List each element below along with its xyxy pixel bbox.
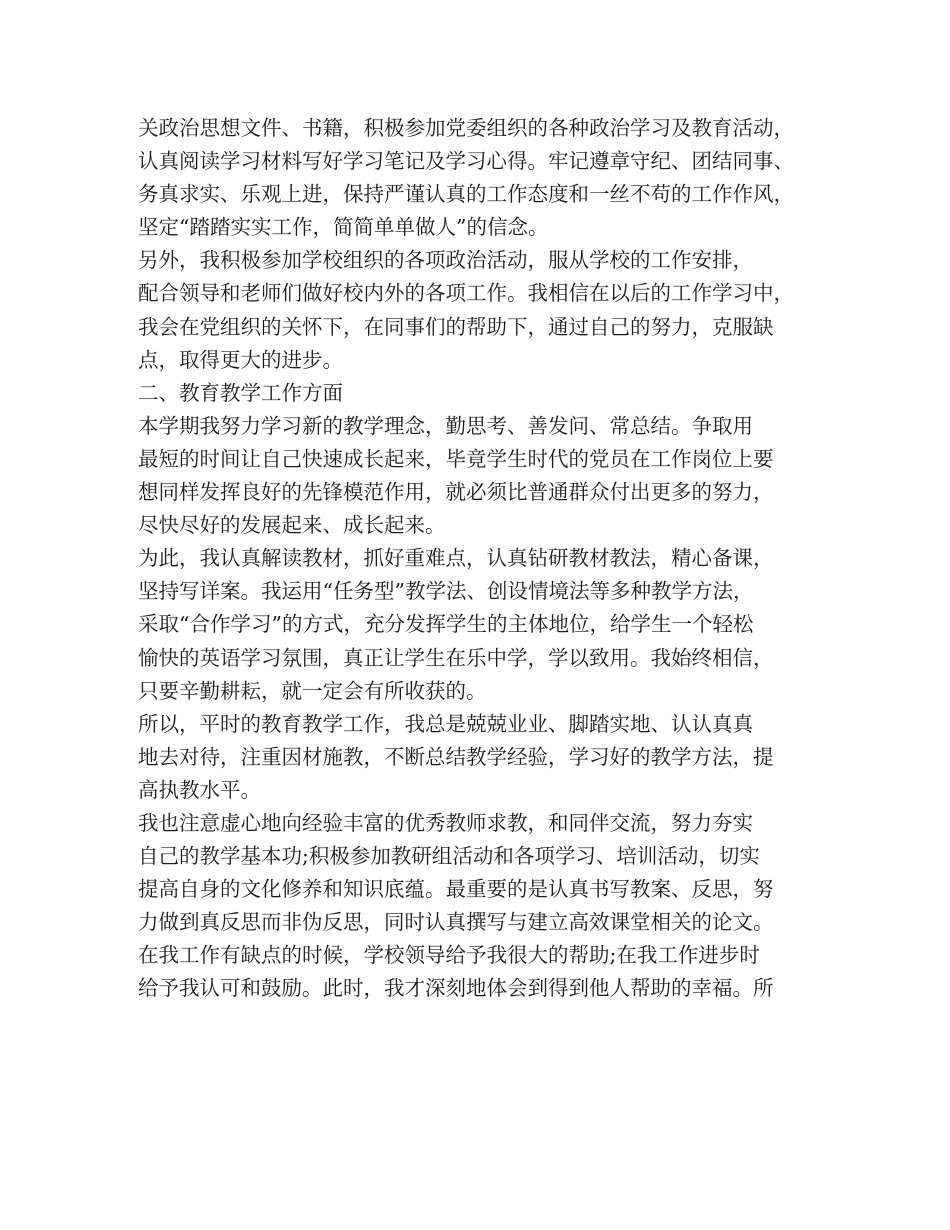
text-line: 只要辛勤耕耘，就一定会有所收获的。 — [138, 678, 487, 703]
text-line: 采取“合作学习”的方式，充分发挥学生的主体地位，给学生一个轻松 — [138, 612, 754, 637]
text-line: 高执教水平。 — [138, 777, 261, 802]
text-line: 另外，我积极参加学校组织的各项政治活动，服从学校的工作安排， — [138, 248, 753, 273]
text-line: 我也注意虚心地向经验丰富的优秀教师求教，和同伴交流，努力夯实 — [138, 810, 753, 835]
text-line: 务真求实、乐观上进，保持严谨认真的工作态度和一丝不苟的工作作风， — [138, 182, 794, 207]
text-line: 坚持写详案。我运用“任务型”教学法、创设情境法等多种教学方法， — [138, 579, 754, 604]
text-line: 关政治思想文件、书籍，积极参加党委组织的各种政治学习及教育活动， — [138, 116, 794, 140]
text-line: 自己的教学基本功;积极参加教研组活动和各项学习、培训活动，切实 — [138, 844, 760, 869]
text-line: 我会在党组织的关怀下，在同事们的帮助下，通过自己的努力，克服缺 — [138, 314, 774, 339]
text-line: 配合领导和老师们做好校内外的各项工作。我相信在以后的工作学习中， — [138, 281, 794, 306]
text-line: 最短的时间让自己快速成长起来，毕竟学生时代的党员在工作岗位上要 — [138, 446, 774, 471]
text-line: 所以，平时的教育教学工作，我总是兢兢业业、脚踏实地、认认真真 — [138, 711, 753, 736]
text-line: 在我工作有缺点的时候，学校领导给予我很大的帮助;在我工作进步时 — [138, 943, 760, 968]
body-text — [138, 112, 828, 1006]
text-line: 愉快的英语学习氛围，真正让学生在乐中学，学以致用。我始终相信， — [138, 645, 774, 670]
text-line: 地去对待，注重因材施教，不断总结教学经验，学习好的教学方法，提 — [138, 744, 774, 769]
text-line: 点，取得更大的进步。 — [138, 347, 343, 372]
text-line: 给予我认可和鼓励。此时，我才深刻地体会到得到他人帮助的幸福。所 — [138, 976, 774, 1001]
text-line: 认真阅读学习材料写好学习笔记及学习心得。牢记遵章守纪、团结同事、 — [138, 149, 794, 174]
section-heading: 二、教育教学工作方面 — [138, 380, 343, 405]
text-line: 想同样发挥良好的先锋模范作用，就必须比普通群众付出更多的努力， — [138, 480, 774, 505]
text-line: 尽快尽好的发展起来、成长起来。 — [138, 513, 446, 538]
text-line: 提高自身的文化修养和知识底蕴。最重要的是认真书写教案、反思，努 — [138, 877, 774, 902]
text-line: 为此，我认真解读教材，抓好重难点，认真钻研教材教法，精心备课， — [138, 546, 774, 571]
text-line: 力做到真反思而非伪反思，同时认真撰写与建立高效课堂相关的论文。 — [138, 910, 774, 935]
text-line: 坚定“踏踏实实工作，简简单单做人”的信念。 — [138, 215, 549, 240]
text-line: 本学期我努力学习新的教学理念，勤思考、善发问、常总结。争取用 — [138, 413, 753, 438]
